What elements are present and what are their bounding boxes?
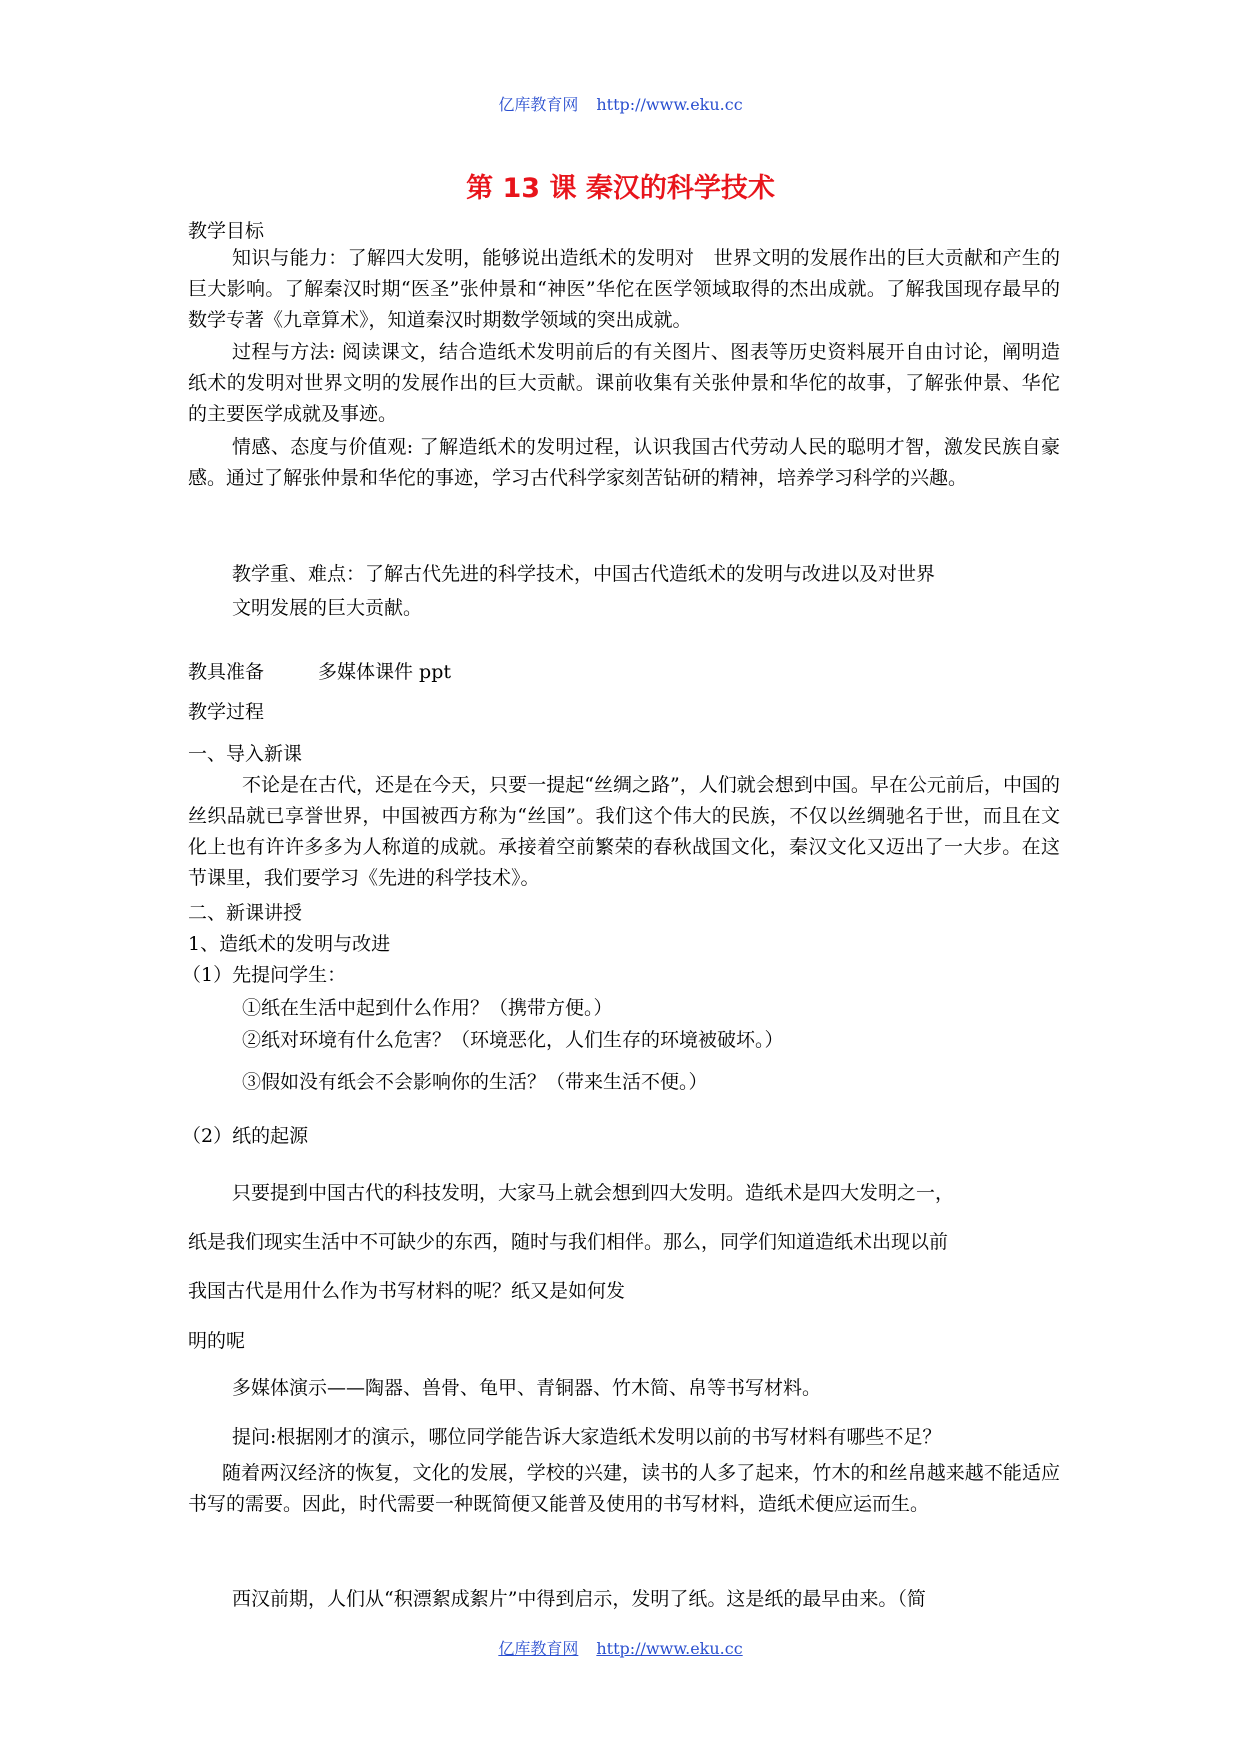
part2-heading: 二、新课讲授 bbox=[188, 902, 303, 924]
footer-site-name: 亿库教育网 bbox=[498, 1639, 579, 1658]
page-header bbox=[0, 92, 1241, 115]
tools-label: 教具准备 bbox=[188, 661, 265, 683]
questions-heading: （1）先提问学生： bbox=[182, 964, 347, 986]
origin-line-1: 只要提到中国古代的科技发明，大家马上就会想到四大发明。造纸术是四大发明之一， bbox=[232, 1182, 955, 1204]
lesson-title: 第 13 课 秦汉的科学技术 bbox=[466, 173, 775, 204]
question-2: ②纸对环境有什么危害？（环境恶化，人们生存的环境被破坏。） bbox=[242, 1029, 784, 1051]
question-line: 提问:根据刚才的演示，哪位同学能告诉大家造纸术发明以前的书写材料有哪些不足？ bbox=[232, 1426, 942, 1448]
origin-line-3: 我国古代是用什么作为书写材料的呢？纸又是如何发 bbox=[188, 1280, 626, 1302]
intro-paragraph: 不论是在古代，还是在今天，只要一提起“丝绸之路”，人们就会想到中国。早在公元前后，中国的丝织品就已享誉世界，中国被西方称为“丝国”。我们这个伟大的民族，不仅以丝绸驰名于世，而且在文化上也有许许多多为人称道的成就。承接着空前繁荣的春秋战国文化，秦汉文化又迈出了一大步。在这节课里，我们要学习《先进的科学技术》。 bbox=[188, 774, 1060, 889]
tools-value: 多媒体课件 ppt bbox=[318, 661, 452, 683]
western-han-line: 西汉前期，人们从“积漂絮成絮片”中得到启示，发明了纸。这是纸的最早由来。（简 bbox=[232, 1588, 926, 1610]
sub1-heading: 1、造纸术的发明与改进 bbox=[188, 933, 391, 955]
media-demo-line: 多媒体演示——陶器、兽骨、龟甲、青铜器、竹木简、帛等书写材料。 bbox=[232, 1377, 822, 1399]
part1-heading: 一、导入新课 bbox=[188, 743, 303, 765]
goals-heading: 教学目标 bbox=[188, 220, 265, 242]
page-footer bbox=[0, 1636, 1241, 1659]
key-points-line1: 教学重、难点：了解古代先进的科学技术，中国古代造纸术的发明与改进以及对世界 bbox=[232, 563, 936, 585]
header-site-name: 亿库教育网 bbox=[498, 95, 579, 114]
origin-heading: （2）纸的起源 bbox=[182, 1125, 309, 1147]
knowledge-paragraph: 知识与能力：了解四大发明，能够说出造纸术的发明对 世界文明的发展作出的巨大贡献和产生的巨大影响。了解秦汉时期“医圣”张仲景和“神医”华佗在医学领域取得的杰出成就。了解我国现存最早的数学专著《九章算术》，知道秦汉时期数学领域的突出成就。 bbox=[188, 247, 1060, 331]
process-heading: 教学过程 bbox=[188, 701, 265, 723]
header-url-link[interactable]: http://www.eku.cc bbox=[596, 95, 743, 114]
economy-paragraph: 随着两汉经济的恢复，文化的发展，学校的兴建，读书的人多了起来，竹木的和丝帛越来越不能适应书写的需要。因此，时代需要一种既简便又能普及使用的书写材料，造纸术便应运而生。 bbox=[188, 1462, 1060, 1515]
origin-line-4: 明的呢 bbox=[188, 1330, 246, 1352]
question-1: ①纸在生活中起到什么作用？（携带方便。） bbox=[242, 997, 613, 1019]
emotion-paragraph: 情感、态度与价值观: 了解造纸术的发明过程，认识我国古代劳动人民的聪明才智，激发民族自豪感。通过了解张仲景和华佗的事迹，学习古代科学家刻苦钻研的精神，培养学习科学的兴趣。 bbox=[188, 436, 1060, 489]
key-points-line2: 文明发展的巨大贡献。 bbox=[232, 597, 423, 619]
question-3: ③假如没有纸会不会影响你的生活？（带来生活不便。） bbox=[242, 1071, 708, 1093]
process-paragraph: 过程与方法: 阅读课文，结合造纸术发明前后的有关图片、图表等历史资料展开自由讨论，阐明造纸术的发明对世界文明的发展作出的巨大贡献。课前收集有关张仲景和华佗的故事，了解张仲景、华佗的主要医学成就及事迹。 bbox=[188, 341, 1060, 425]
footer-url-link[interactable]: http://www.eku.cc bbox=[596, 1639, 743, 1658]
origin-line-2: 纸是我们现实生活中不可缺少的东西，随时与我们相伴。那么，同学们知道造纸术出现以前 bbox=[188, 1231, 949, 1253]
